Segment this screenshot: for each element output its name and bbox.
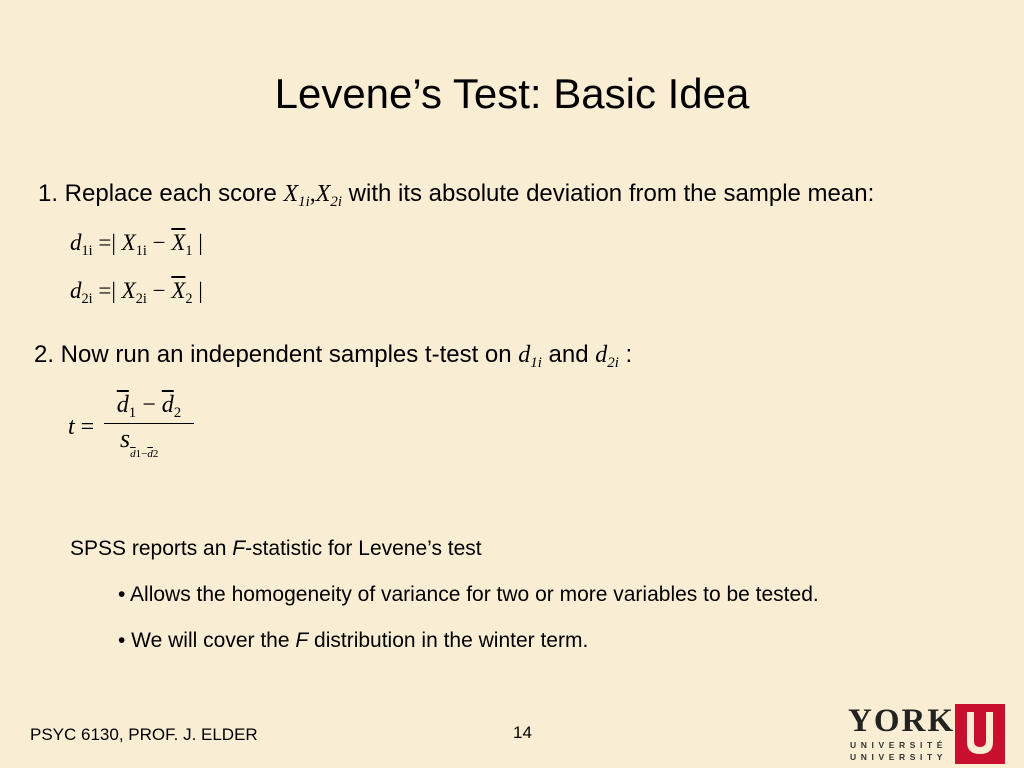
num-d1-sub: 1 bbox=[128, 404, 137, 421]
eq2-open: =| bbox=[92, 278, 122, 303]
eq1-x-sub: 1i bbox=[135, 242, 147, 259]
step-1-sub-1i: 1i bbox=[298, 193, 310, 210]
bullet-2-after: distribution in the winter term. bbox=[308, 629, 589, 652]
den-sub-minus: − bbox=[141, 448, 148, 460]
eq1-xbar: $\overline{X}$ bbox=[171, 230, 186, 255]
num-minus: − bbox=[136, 392, 162, 418]
den-sub-1: 1 bbox=[135, 448, 142, 460]
step-2-sub-1i: 1i bbox=[530, 354, 542, 371]
den-subscript bbox=[130, 448, 158, 460]
step-1-text-before: 1. Replace each score bbox=[38, 180, 284, 207]
eq1-open: =| bbox=[92, 230, 122, 255]
den-sub-d2: $\overline{d}$ bbox=[147, 448, 153, 460]
page-number: 14 bbox=[513, 723, 532, 742]
slide-title: Levene’s Test: Basic Idea bbox=[274, 70, 750, 117]
eq2-xbar-sub: 2 bbox=[185, 290, 193, 307]
step-1 bbox=[38, 180, 874, 208]
step-1-sub-2i: 2i bbox=[330, 193, 342, 210]
eq1-close: | bbox=[192, 230, 203, 255]
york-logo-text: YORK bbox=[848, 703, 955, 739]
num-d2-sub: 2 bbox=[173, 404, 182, 421]
eq2-x: X bbox=[121, 278, 136, 303]
step-2-colon: : bbox=[618, 341, 633, 368]
den-sub-d1: $\overline{d}$ bbox=[130, 448, 136, 460]
formula-denominator bbox=[104, 424, 194, 460]
eq1-x: X bbox=[121, 230, 136, 255]
den-s: s bbox=[120, 424, 131, 453]
equation-d1 bbox=[70, 230, 203, 259]
step-2-and: and bbox=[541, 341, 596, 368]
formula-equals: = bbox=[80, 414, 95, 440]
step-1-var-x2: X bbox=[315, 181, 331, 207]
den-sub-2: 2 bbox=[152, 448, 159, 460]
formula-t: t bbox=[68, 414, 75, 440]
step-1-comma: , bbox=[309, 181, 316, 207]
bullet-homogeneity: • Allows the homogeneity of variance for two or more variables to be tested. bbox=[118, 583, 819, 606]
eq1-lhs-sub: 1i bbox=[81, 242, 93, 259]
york-logo-u-icon bbox=[955, 704, 1005, 764]
eq2-close: | bbox=[192, 278, 203, 303]
eq2-xbar: $\overline{X}$ bbox=[171, 278, 186, 303]
step-1-var-x1: X bbox=[283, 181, 299, 207]
eq2-lhs-sub: 2i bbox=[81, 290, 93, 307]
spss-f: F bbox=[232, 537, 246, 560]
num-d2: $\overline{d}$ bbox=[161, 392, 174, 418]
eq2-minus: − bbox=[146, 278, 172, 303]
york-logo-university: UNIVERSITY bbox=[850, 752, 948, 762]
formula-lhs bbox=[68, 414, 94, 441]
step-2-text-before: 2. Now run an independent samples t-test on bbox=[34, 341, 519, 368]
bullet-2-before: • We will cover the bbox=[118, 629, 296, 652]
formula-fraction bbox=[104, 392, 194, 460]
spss-after: -statistic for Levene’s test bbox=[245, 537, 482, 560]
eq2-x-sub: 2i bbox=[135, 290, 147, 307]
equation-d2 bbox=[70, 278, 203, 307]
bullet-2-f: F bbox=[295, 629, 309, 652]
step-2-var-d1: d bbox=[518, 342, 531, 368]
york-logo-universite: UNIVERSITÉ bbox=[850, 740, 948, 750]
step-2 bbox=[34, 341, 632, 369]
eq1-xbar-sub: 1 bbox=[185, 242, 193, 259]
step-2-sub-2i: 2i bbox=[607, 354, 619, 371]
eq1-lhs: d bbox=[70, 230, 82, 255]
step-2-var-d2: d bbox=[595, 342, 608, 368]
eq1-minus: − bbox=[146, 230, 172, 255]
eq2-lhs: d bbox=[70, 278, 82, 303]
spss-note bbox=[70, 537, 482, 561]
formula-numerator bbox=[104, 392, 194, 424]
spss-before: SPSS reports an bbox=[70, 537, 233, 560]
bullet-f-distribution bbox=[118, 629, 588, 653]
num-d1: $\overline{d}$ bbox=[116, 392, 129, 418]
step-1-text-after: with its absolute deviation from the sample mean: bbox=[341, 180, 875, 207]
footer-course: PSYC 6130, PROF. J. ELDER bbox=[30, 725, 258, 744]
